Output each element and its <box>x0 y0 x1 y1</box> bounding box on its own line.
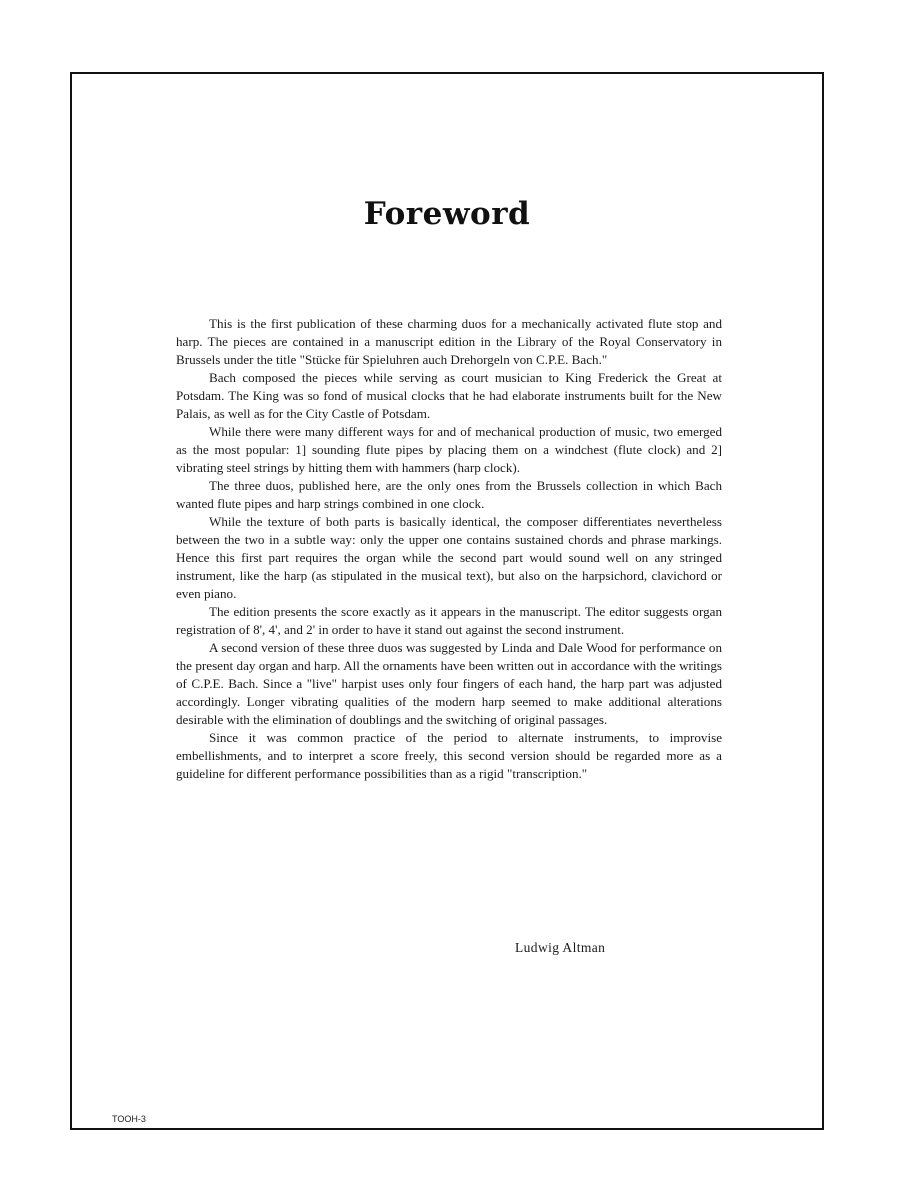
page-code: TOOH-3 <box>112 1114 146 1124</box>
paragraph: While there were many different ways for and of mechanical production of music, two emerged as the most popular: 1] sounding flute pipes by placing them on a windchest (flute clock) and 2] vibrating steel strings by hitting them with hammers (harp clock). <box>176 424 722 475</box>
page-title: Foreword <box>363 196 531 232</box>
paragraph: Bach composed the pieces while serving as court musician to King Frederick the Great at Potsdam. The King was so fond of musical clocks that he had elaborate instruments built for the New Palais, as well as for the City Castle of Potsdam. <box>176 370 722 421</box>
paragraph: Since it was common practice of the period to alternate instruments, to improvise embellishments, and to interpret a score freely, this second version should be regarded more as a guideline for different performance possibilities than as a rigid "transcription." <box>176 730 722 781</box>
paragraph: While the texture of both parts is basically identical, the composer differentiates nevertheless between the two in a subtle way: only the upper one contains sustained chords and phrase markings. Hence this first part requires the organ while the second part would sound well on any stringed instrument, like the harp (as stipulated in the musical text), but also on the harpsichord, clavichord or even piano. <box>176 514 722 601</box>
paragraph: This is the first publication of these charming duos for a mechanically activated flute stop and harp. The pieces are contained in a manuscript edition in the Library of the Royal Conservatory in Brussels under the title "Stücke für Spieluhren auch Drehorgeln von C.P.E. Bach." <box>176 316 722 367</box>
foreword-body <box>176 315 722 783</box>
paragraph: The edition presents the score exactly as it appears in the manuscript. The editor suggests organ registration of 8', 4', and 2' in order to have it stand out against the second instrument. <box>176 604 722 637</box>
paragraph: A second version of these three duos was suggested by Linda and Dale Wood for performance on the present day organ and harp. All the ornaments have been written out in accordance with the writings of C.P.E. Bach. Since a "live" harpist uses only four fingers of each hand, the harp part was adjusted accordingly. Longer vibrating qualities of the modern harp seemed to make additional alterations desirable with the elimination of doublings and the switching of original passages. <box>176 640 722 727</box>
paragraph: The three duos, published here, are the only ones from the Brussels collection in which Bach wanted flute pipes and harp strings combined in one clock. <box>176 478 722 511</box>
author-signature: Ludwig Altman <box>515 940 606 955</box>
page-border <box>70 72 824 1130</box>
